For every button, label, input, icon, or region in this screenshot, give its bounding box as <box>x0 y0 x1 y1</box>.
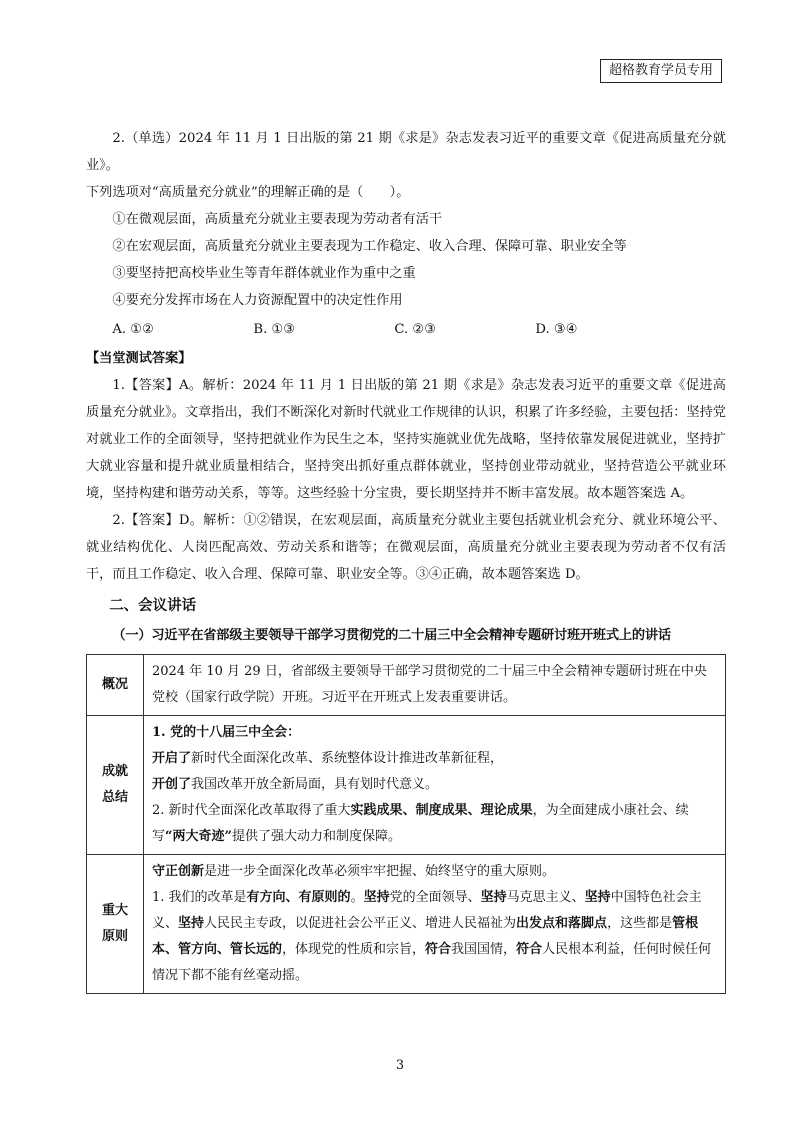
row-label-line: 原则 <box>101 929 128 944</box>
bold-text: 有方向、有原则的 <box>246 890 351 905</box>
page-number: 3 <box>395 1058 405 1073</box>
bold-text: 管根本、管方向、管长远的 <box>152 916 699 957</box>
row-content <box>144 855 726 994</box>
table-row <box>87 716 726 855</box>
achievement-line <box>152 746 717 772</box>
row-label-line: 重大 <box>101 903 128 918</box>
page-body <box>86 125 726 994</box>
section-title: 二、会议讲话 <box>109 597 197 614</box>
row-label <box>87 716 144 855</box>
bold-text: 、 <box>467 803 481 818</box>
bold-text: 制度成果 <box>415 803 468 818</box>
header-tag: 超格教育学员专用 <box>600 59 722 83</box>
text: 中国特色社会主义、 <box>152 890 702 931</box>
text: 是进一步全面深化改革必须牢牢把握、始终坚守的重大原则。 <box>204 864 556 879</box>
bold-text: 理论成果 <box>480 803 533 818</box>
text: ，这些都是 <box>607 916 673 931</box>
bold-text: 1. 党的十八届三中全会： <box>152 725 301 740</box>
table-row <box>87 855 726 994</box>
choice-d: D. ③④ <box>535 322 578 337</box>
bold-text: 坚持 <box>363 890 390 905</box>
bold-text: 符合 <box>516 942 543 957</box>
answer-choices <box>112 316 726 343</box>
choice-a: A. ①② <box>112 322 154 337</box>
summary-table <box>86 654 726 994</box>
choice-b: B. ①③ <box>253 322 296 337</box>
bold-text: 坚持 <box>480 890 507 905</box>
principle-line <box>152 859 717 885</box>
text: ，为全面建成小康社会、续写 <box>152 803 689 844</box>
row-label-line: 总结 <box>101 790 128 805</box>
bold-text: 实践成果 <box>350 803 403 818</box>
row-label: 概况 <box>87 655 144 716</box>
text: 。 <box>350 890 364 905</box>
choice-c: C. ②③ <box>394 322 437 337</box>
bold-text: 开创了 <box>152 777 192 792</box>
row-label <box>87 855 144 994</box>
row-content <box>144 655 726 716</box>
row-label-line: 成就 <box>101 764 128 779</box>
text: 党的全面领导、 <box>389 890 481 905</box>
bold-text: 坚持 <box>584 890 611 905</box>
bold-text: 出发点和落脚点 <box>516 916 608 931</box>
text: 我国国情， <box>451 942 517 957</box>
text: 马克思主义、 <box>506 890 585 905</box>
bold-text: 、 <box>402 803 416 818</box>
question-stem-line2: 下列选项对“高质量充分就业”的理解正确的是（ ）。 <box>86 185 410 200</box>
overview-text: 2024 年 10 月 29 日，省部级主要领导干部学习贯彻党的二十届三中全会精神专题研讨班在中央党校（国家行政学院）开班。习近平在开班式上发表重要讲话。 <box>152 664 707 705</box>
text: 人民根本利益，任何时候任何情况下都不能有丝毫动摇。 <box>152 942 712 983</box>
bold-text: 坚持 <box>178 916 205 931</box>
question-option: ③要坚持把高校毕业生等青年群体就业作为重中之重 <box>112 266 416 281</box>
bold-text: 符合 <box>425 942 452 957</box>
subsection-title: （一）习近平在省部级主要领导干部学习贯彻党的二十届三中全会精神专题研讨班开班式上的讲话 <box>112 628 671 643</box>
question-option: ④要充分发挥市场在人力资源配置中的决定性作用 <box>112 293 403 308</box>
answers-heading: 【当堂测试答案】 <box>86 351 192 366</box>
text: ，体现党的性质和宗旨， <box>282 942 426 957</box>
principle-paragraph <box>152 885 717 989</box>
answer-2: 2.【答案】D。解析：①②错误，在宏观层面，高质量充分就业主要包括就业机会充分、就业环境公平、就业结构优化、人岗匹配高效、劳动关系和谐等；在微观层面，高质量充分就业主要表现为劳动者不仅有活干，而且工作稳定、收入合理、保障可靠、职业安全等。③④正确，故本题答案选 D。 <box>86 513 726 582</box>
text: 人民民主专政，以促进社会公平正义、增进人民福祉为 <box>204 916 517 931</box>
achievement-item-2 <box>152 798 717 850</box>
bold-text: “两大奇迹” <box>165 829 232 844</box>
bold-text: 守正创新 <box>152 864 205 879</box>
question-stem-line1: 2.（单选）2024 年 11 月 1 日出版的第 21 期《求是》杂志发表习近平的重要文章《促进高质量充分就业》。 <box>86 131 726 173</box>
answer-1: 1.【答案】A。解析：2024 年 11 月 1 日出版的第 21 期《求是》杂志发表习近平的重要文章《促进高质量充分就业》。文章指出，我们不断深化对新时代就业工作规律的认识，积累了许多经验，主要包括：坚持党对就业工作的全面领导，坚持把就业作为民生之本，坚持实施就业优先战略，坚持依靠发展促进就业，坚持扩大就业容量和提升就业质量相结合，坚持突出抓好重点群体就业，坚持创业带动就业，坚持营造公平就业环境，坚持构建和谐劳动关系，等等。这些经验十分宝贵，要长期坚持并不断丰富发展。故本题答案选 A。 <box>86 378 726 501</box>
text: 2. 新时代全面深化改革取得了重大 <box>152 803 351 818</box>
text: 新时代全面深化改革、系统整体设计推进改革新征程， <box>191 751 504 766</box>
text: 我国改革开放全新局面，具有划时代意义。 <box>191 777 439 792</box>
bold-text: 开启了 <box>152 751 192 766</box>
achievement-item-title <box>152 720 717 746</box>
table-row <box>87 655 726 716</box>
question-option: ②在宏观层面，高质量充分就业主要表现为工作稳定、收入合理、保障可靠、职业安全等 <box>112 239 627 254</box>
achievement-line <box>152 772 717 798</box>
row-content <box>144 716 726 855</box>
text: 1. 我们的改革是 <box>152 890 247 905</box>
question-option: ①在微观层面，高质量充分就业主要表现为劳动者有活干 <box>112 212 443 227</box>
text: 提供了强大动力和制度保障。 <box>231 829 401 844</box>
